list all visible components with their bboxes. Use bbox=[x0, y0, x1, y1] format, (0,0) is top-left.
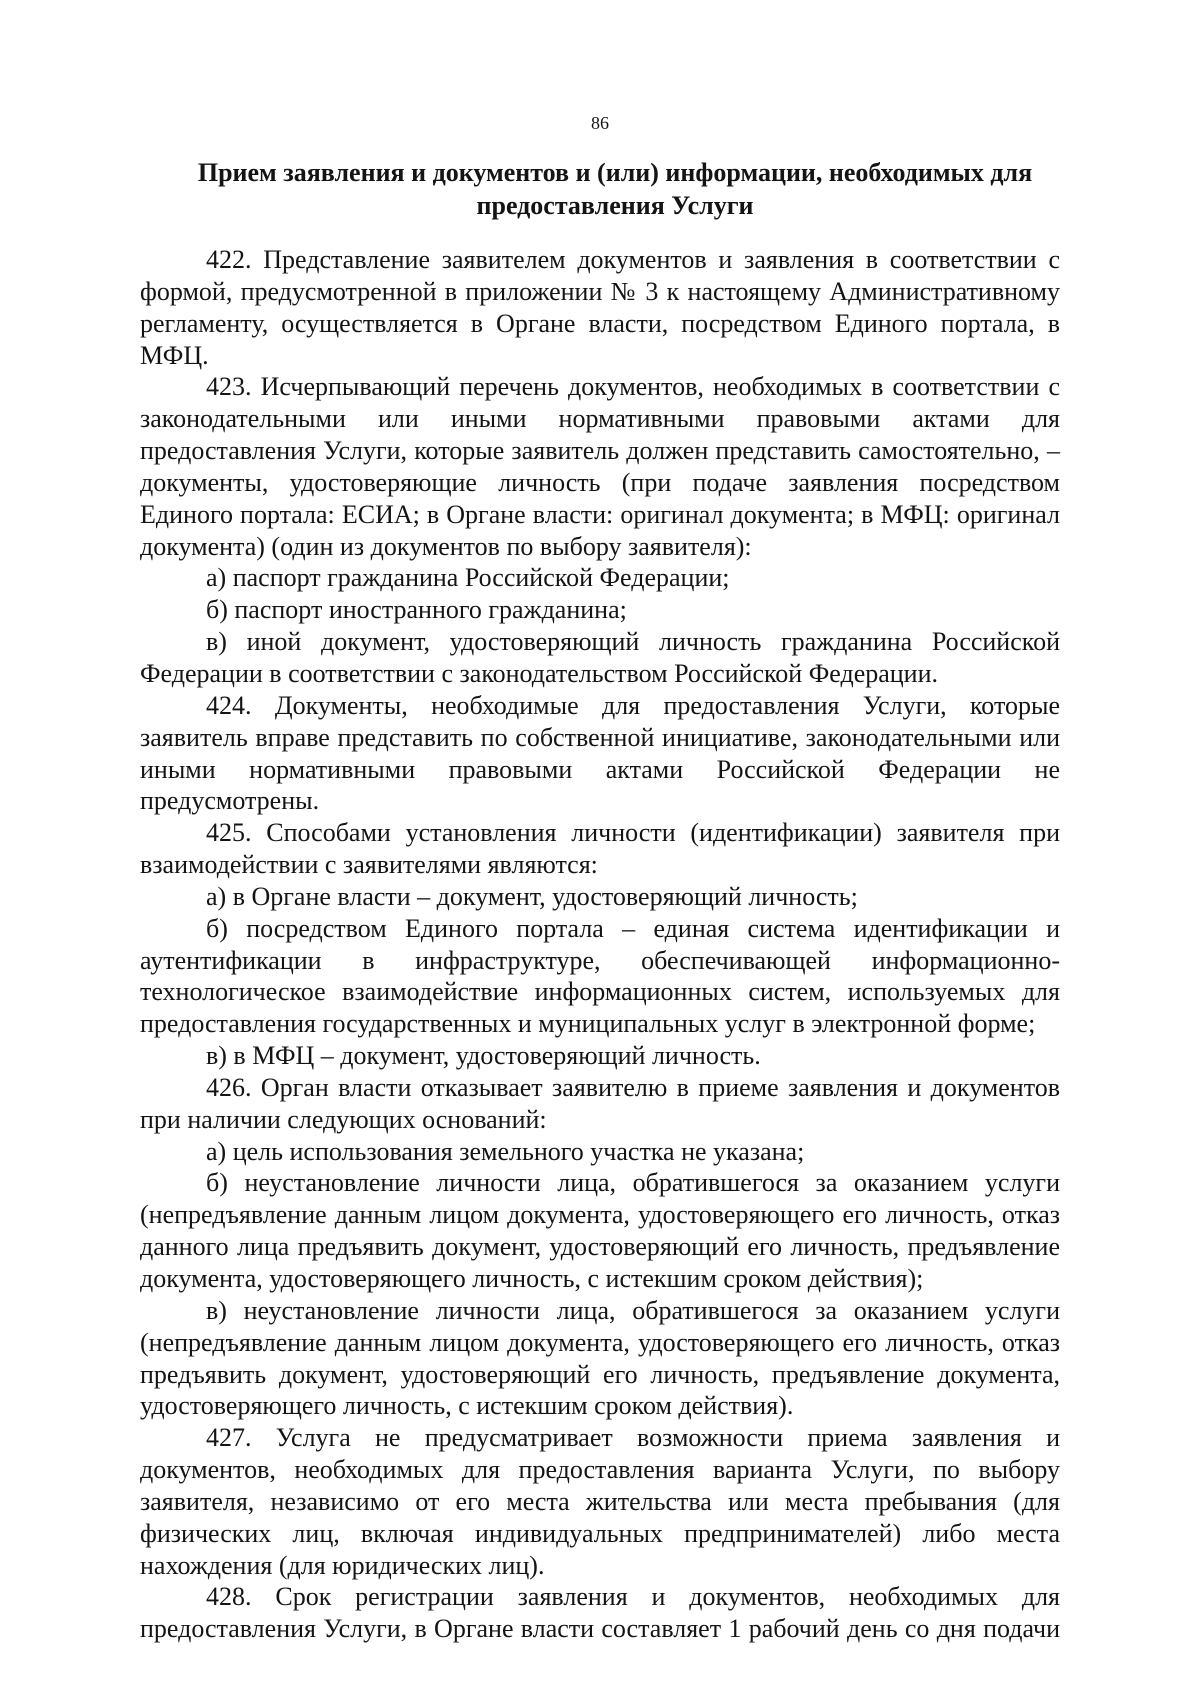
section-heading: Прием заявления и документов и (или) информации, необходимых для предоставления Услуги bbox=[197, 158, 1033, 220]
list-item: б) неустановление личности лица, обратившегося за оказанием услуги (непредъявление данным лицом документа, удостоверяющего его личность, отказ данного лица предъявить документ, удостоверяющий его личность, предъявление документа, удостоверяющего личность, с истекшим сроком действия); bbox=[140, 1168, 1060, 1293]
paragraph-428: 428. Срок регистрации заявления и документов, необходимых для предоставления Услуги, в Органе власти составляет 1 рабочий день со дня подачи bbox=[140, 1582, 1060, 1644]
page-number: 86 bbox=[591, 113, 609, 133]
paragraph-422: 422. Представление заявителем документов и заявления в соответствии с формой, предусмотренной в приложении № 3 к настоящему Административному регламенту, осуществляется в Органе власти, посредством Единого портала, в МФЦ. bbox=[140, 245, 1060, 370]
list-item: а) цель использования земельного участка не указана; bbox=[206, 1136, 805, 1166]
paragraph-425: 425. Способами установления личности (идентификации) заявителя при взаимодействии с заявителями являются: bbox=[140, 818, 1060, 880]
paragraph-427: 427. Услуга не предусматривает возможности приема заявления и документов, необходимых для предоставления варианта Услуги, по выбору заявителя, независимо от его места жительства или места пребывания (для физических лиц, включая индивидуальных предпринимателей) либо места нахождения (для юридических лиц). bbox=[140, 1423, 1060, 1580]
list-item: а) паспорт гражданина Российской Федерации; bbox=[206, 563, 730, 593]
list-item: в) неустановление личности лица, обратившегося за оказанием услуги (непредъявление данным лицом документа, удостоверяющего его личность, отказ предъявить документ, удостоверяющий его личность, предъявление документа, удостоверяющего личность, с истекшим сроком действия). bbox=[140, 1295, 1060, 1421]
list-item: в) иной документ, удостоверяющий личность гражданина Российской Федерации в соответствии с законодательством Российской Федерации. bbox=[140, 627, 1060, 688]
list-item: б) посредством Единого портала – единая система идентификации и аутентификации в инфраструктуре, обеспечивающей информационно-технологическое взаимодействие информационных систем, используемых для предоставления государственных и муниципальных услуг в электронной форме; bbox=[140, 913, 1060, 1039]
paragraph-423: 423. Исчерпывающий перечень документов, необходимых в соответствии с законодательными или иными нормативными правовыми актами для предоставления Услуги, которые заявитель должен представить самостоятельно, – документы, удостоверяющие личность (при подаче заявления посредством Единого портала: ЕСИА; в Органе власти: оригинал документа; в МФЦ: оригинал документа) (один из документов по выбору заявителя): bbox=[140, 372, 1060, 561]
paragraph-424: 424. Документы, необходимые для предоставления Услуги, которые заявитель вправе представить по собственной инициативе, законодательными или иными нормативными правовыми актами Российской Федерации не предусмотрены. bbox=[140, 690, 1060, 816]
list-item: а) в Органе власти – документ, удостоверяющий личность; bbox=[206, 881, 858, 911]
list-item: в) в МФЦ – документ, удостоверяющий личность. bbox=[206, 1041, 761, 1071]
list-item: б) паспорт иностранного гражданина; bbox=[206, 595, 627, 625]
paragraph-426: 426. Орган власти отказывает заявителю в приеме заявления и документов при наличии следующих оснований: bbox=[140, 1072, 1060, 1134]
document-body bbox=[140, 244, 1060, 1645]
